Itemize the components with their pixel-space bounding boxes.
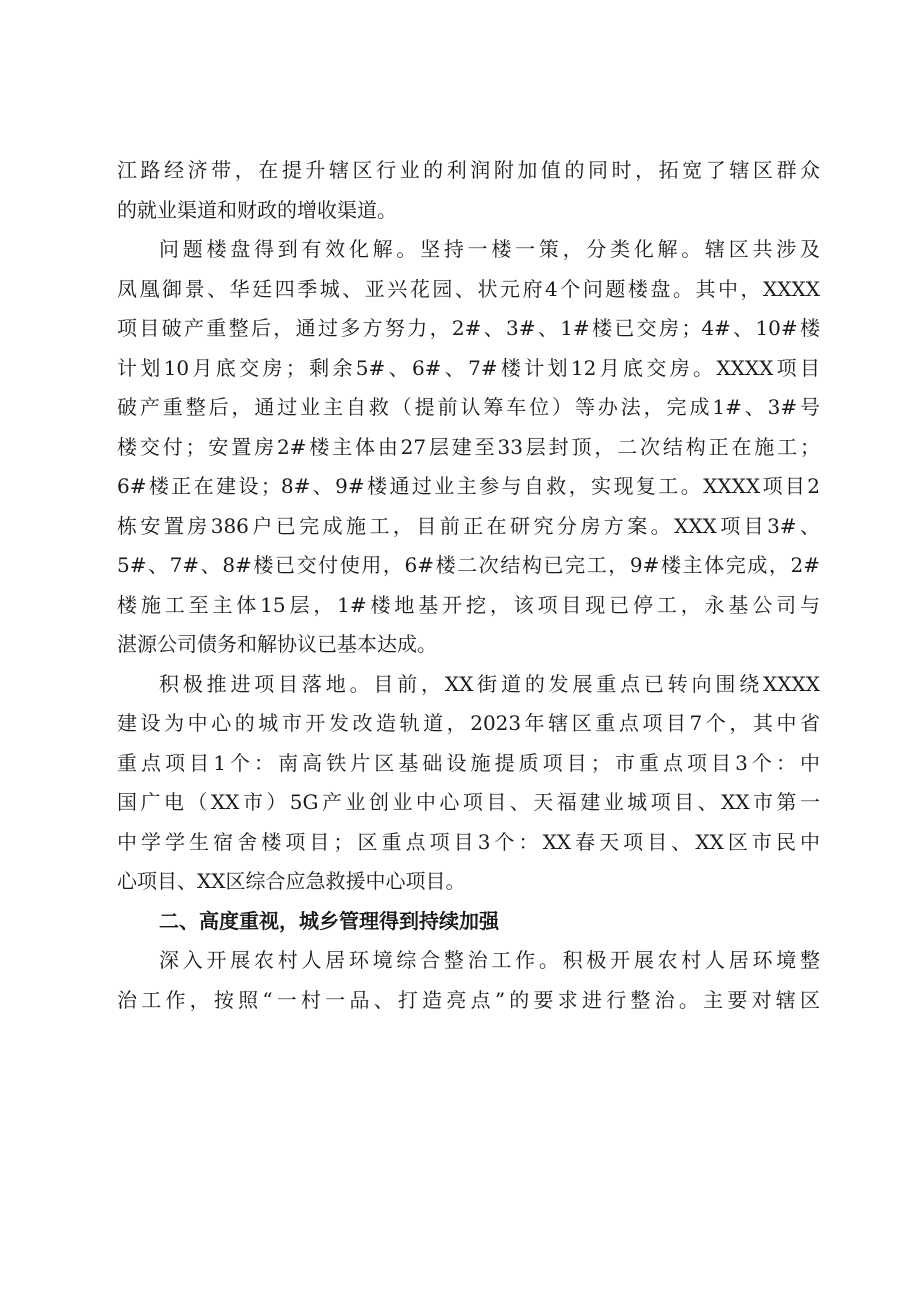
paragraph [117, 941, 820, 1020]
heading-text: 二、高度重视，城乡管理得到持续加强 [159, 908, 499, 933]
section-heading [117, 902, 820, 942]
text-line: 深入开展农村人居环境综合整治工作。积极开展农村人居环境整 [159, 948, 820, 972]
text-line: 江路经济带，在提升辖区行业的利润附加值的同时，拓宽了辖区群众 [117, 158, 820, 182]
document-page [117, 151, 820, 1020]
text-line: 5#、7#、8#楼已交付使用，6#楼二次结构已完工，9#楼主体完成，2# [117, 553, 820, 577]
text-line: 楼施工至主体15层，1#楼地基开挖，该项目现已停工，永基公司与 [117, 592, 820, 617]
text-line: 问题楼盘得到有效化解。坚持一楼一策，分类化解。辖区共涉及 [159, 237, 820, 261]
text-line: 计划10月底交房；剩余5#、6#、7#楼计划12月底交房。XXXX项目 [117, 355, 820, 380]
text-line: 栋安置房386户已完成施工，目前正在研究分房方案。XXX项目3#、 [117, 513, 820, 538]
text-line: 6#楼正在建设；8#、9#楼通过业主参与自救，实现复工。XXXX项目2 [117, 474, 820, 498]
text-line: 楼交付；安置房2#楼主体由27层建至33层封顶，二次结构正在施工； [117, 434, 820, 459]
paragraph [117, 665, 820, 902]
text-line: 治工作，按照“一村一品、打造亮点”的要求进行整治。主要对辖区 [117, 987, 820, 1012]
text-line: 重点项目1个：南高铁片区基础设施提质项目；市重点项目3个：中 [117, 750, 820, 775]
text-line: 破产重整后，通过业主自救（提前认筹车位）等办法，完成1#、3#号 [117, 395, 820, 419]
text-line: 凤凰御景、华廷四季城、亚兴花园、状元府4个问题楼盘。其中，XXXX [117, 276, 820, 301]
paragraph [117, 230, 820, 665]
paragraph [117, 151, 820, 230]
text-line: 国广电（XX市）5G产业创业中心项目、天福建业城项目、XX市第一 [117, 790, 820, 814]
text-line: 中学学生宿舍楼项目；区重点项目3个：XX春天项目、XX区市民中 [117, 829, 820, 854]
text-line: 项目破产重整后，通过多方努力，2#、3#、1#楼已交房；4#、10#楼 [117, 316, 820, 340]
text-line: 心项目、XX区综合应急救援中心项目。 [117, 869, 466, 893]
text-line: 湛源公司债务和解协议已基本达成。 [117, 632, 437, 656]
text-line: 建设为中心的城市开发改造轨道，2023年辖区重点项目7个，其中省 [117, 711, 820, 735]
text-line: 积极推进项目落地。目前，XX街道的发展重点已转向围绕XXXX [159, 671, 820, 696]
text-line: 的就业渠道和财政的增收渠道。 [117, 197, 397, 222]
